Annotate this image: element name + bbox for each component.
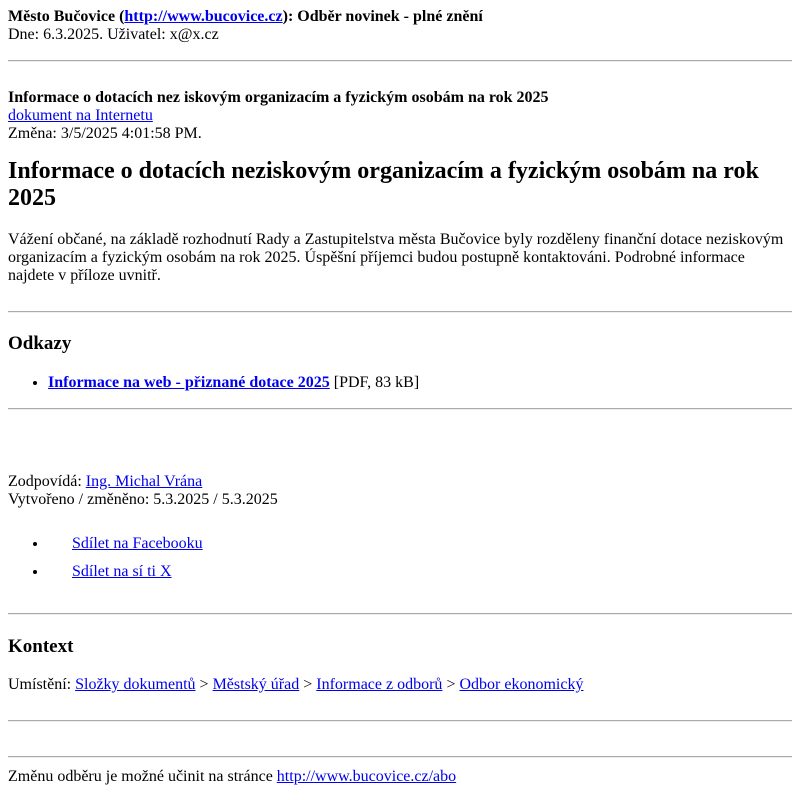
author-link[interactable]: Ing. Michal Vrána (85, 473, 203, 490)
author-label: Zodpovídá: (8, 473, 86, 490)
list-item (48, 563, 792, 581)
divider (8, 311, 792, 313)
location-label: Umístění: (8, 676, 76, 693)
footer-text: Změnu odběru je možné učinit na stránce (8, 768, 277, 785)
links-heading: Odkazy (8, 333, 72, 354)
dates-line: Vytvořeno / změněno: 5.3.2025 / 5.3.2025 (8, 491, 278, 508)
links-list (8, 374, 792, 392)
article-title: Informace o dotacích neziskovým organizacím a fyzickým osobám na rok 2025 (8, 158, 759, 211)
share-list (8, 535, 792, 581)
attachment-link[interactable]: Informace na web - přiznané dotace 2025 (48, 374, 330, 391)
context-heading: Kontext (8, 636, 74, 657)
breadcrumb-link[interactable]: Městský úřad (212, 676, 300, 693)
divider (8, 60, 792, 62)
document-link[interactable]: dokument na Internetu (8, 107, 153, 124)
list-item (48, 535, 792, 553)
list-item (48, 374, 792, 392)
author-block (8, 473, 792, 509)
divider (8, 756, 792, 758)
divider (8, 408, 792, 410)
article-meta (8, 89, 792, 143)
newsletter-header (8, 8, 792, 44)
change-line: Změna: 3/5/2025 4:01:58 PM. (8, 125, 202, 142)
subscription-link[interactable]: http://www.bucovice.cz/abo (276, 768, 457, 785)
share-facebook-link[interactable]: Sdílet na Facebooku (72, 535, 203, 552)
article-short-title: Informace o dotacích nez iskovým organizacím a fyzickým osobám na rok 2025 (8, 89, 549, 106)
article-perex: Vážení občané, na základě rozhodnutí Rady a Zastupitelstva města Bučovice byly rozděleny finanční dotace neziskovým organizacím a fyzickým osobám na rok 2025. Úspěšní příjemci budou postupně kontaktováni. Podrobné informace najdete v příloze uvnitř. (8, 231, 784, 284)
divider (8, 613, 792, 615)
breadcrumb-link[interactable]: Složky dokumentů (75, 676, 196, 693)
newsletter-title: Město Bučovice (http://www.bucovice.cz): Odběr novinek - plné znění (8, 8, 483, 25)
breadcrumb-link[interactable]: Informace z odborů (316, 676, 443, 693)
attachment-info: [PDF, 83 kB] (329, 374, 420, 391)
breadcrumb-link[interactable]: Odbor ekonomický (459, 676, 584, 693)
footer (8, 768, 792, 786)
date-user-line: Dne: 6.3.2025. Uživatel: x@x.cz (8, 26, 219, 43)
site-link[interactable]: http://www.bucovice.cz (124, 8, 283, 25)
breadcrumb: Umístění: Složky dokumentů > Městský úřad > Informace z odborů > Odbor ekonomický (8, 676, 584, 693)
divider (8, 720, 792, 722)
share-x-link[interactable]: Sdílet na sí ti X (72, 563, 172, 580)
